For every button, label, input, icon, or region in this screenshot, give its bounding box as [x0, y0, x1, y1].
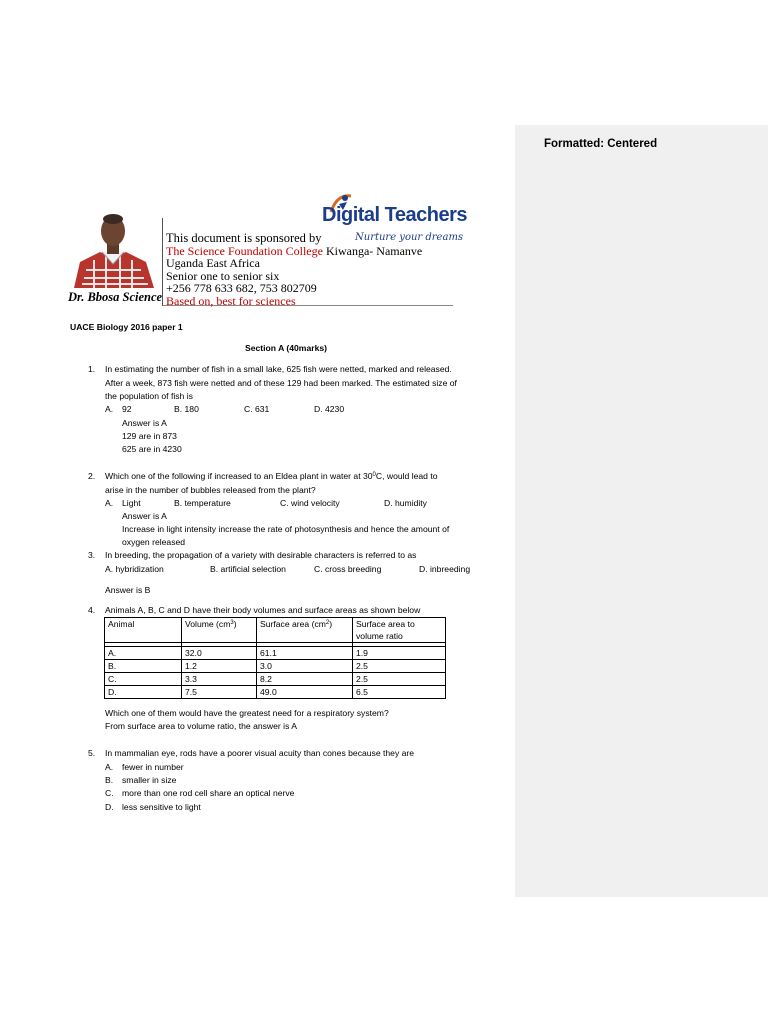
header-surface-area: Surface area $(cm^2)$ [257, 618, 353, 643]
cell-area: 49.0 [257, 686, 353, 699]
cell-animal: A. [105, 647, 182, 660]
cell-animal: C. [105, 673, 182, 686]
levels: Senior one to senior six [166, 268, 280, 283]
q4-question: Which one of them would have the greatest need for a respiratory system? [105, 708, 389, 718]
q2-option-a-label: A. [105, 498, 114, 508]
q3-option-b: B. artificial selection [210, 564, 286, 574]
q4-answer: From surface area to volume ratio, the answer is A [105, 721, 298, 731]
photo-caption: Dr. Bbosa Science [68, 290, 163, 304]
section-heading: Section A (40marks) [245, 343, 327, 353]
q2-line2: arise in the number of bubbles released from the plant? [105, 485, 316, 495]
q1-option-a: 92 [122, 404, 132, 414]
doc-title: UACE Biology 2016 paper 1 [70, 322, 183, 332]
q3-answer: Answer is B [105, 585, 151, 595]
q1-working-1: 129 are in 873 [122, 431, 177, 441]
table-row [105, 660, 446, 673]
comment-formatted-centered[interactable]: Formatted: Centered [544, 138, 658, 150]
banner-divider-vertical [162, 218, 163, 306]
q2-answer: Answer is A [122, 511, 167, 521]
q5-option-c-label: C. [105, 788, 114, 798]
q1-option-d: D. 4230 [314, 404, 345, 414]
q5-option-b: smaller in size [122, 775, 177, 785]
q1-working-2: 625 are in 4230 [122, 444, 182, 454]
q1-option-b: B. 180 [174, 404, 199, 414]
q5-option-a: fewer in number [122, 762, 184, 772]
q2-number: 2. [88, 471, 96, 481]
q5-option-d: less sensitive to light [122, 802, 201, 812]
cell-ratio: 1.9 [353, 647, 446, 660]
q1-number: 1. [88, 364, 96, 374]
q1-option-c: C. 631 [244, 404, 270, 414]
header-animal: Animal [105, 618, 182, 643]
q5-option-a-label: A. [105, 762, 114, 772]
q2-explanation-2: oxygen released [122, 537, 186, 547]
cell-volume: 32.0 [182, 647, 257, 660]
logo-tagline: Nurture your dreams [355, 232, 464, 243]
table-row [105, 686, 446, 699]
q2-option-d: D. humidity [384, 498, 427, 508]
header-ratio: Surface area to volume ratio [353, 618, 446, 643]
q3-number: 3. [88, 550, 96, 560]
table-header-row [105, 618, 446, 643]
cell-animal: B. [105, 660, 182, 673]
q4-number: 4. [88, 605, 96, 615]
sponsored-by: This document is sponsored by [166, 231, 322, 245]
q5-line1: In mammalian eye, rods have a poorer visual acuity than cones because they are [105, 748, 415, 758]
cell-ratio: 2.5 [353, 660, 446, 673]
q2-line1: Which one of the following if increased to an Eldea plant in water at $30^0C$, would lead to [105, 471, 438, 481]
cell-animal: D. [105, 686, 182, 699]
country: Uganda East Africa [166, 256, 260, 270]
q5-option-c: more than one rod cell share an optical nerve [122, 788, 295, 798]
q1-line1: In estimating the number of fish in a small lake, 625 fish were netted, marked and released. [105, 364, 452, 374]
q2-explanation-1: Increase in light intensity increase the rate of photosynthesis and hence the amount of [122, 524, 450, 534]
logo-text: Digital Teachers [322, 204, 468, 226]
animal-data-table [104, 617, 446, 699]
college-location: Kiwanga- Namanve [322, 243, 423, 258]
q3-option-a: A. hybridization [105, 564, 164, 574]
cell-volume: 1.2 [182, 660, 257, 673]
q1-answer: Answer is A [122, 418, 167, 428]
q2-option-a: Light [122, 498, 141, 508]
q1-option-a-label: A. [105, 404, 114, 414]
q3-option-d: D. inbreeding [419, 564, 471, 574]
header-volume: Volume $(cm^3)$ [182, 618, 257, 643]
q1-line2: After a week, 873 fish were netted and of these 129 had been marked. The estimated size of [105, 378, 457, 388]
author-photo [66, 212, 161, 288]
cell-ratio: 2.5 [353, 673, 446, 686]
sponsor-details [166, 232, 422, 307]
cell-volume: 7.5 [182, 686, 257, 699]
q4-line1: Animals A, B, C and D have their body volumes and surface areas as shown below [105, 605, 421, 615]
table-row [105, 673, 446, 686]
cell-area: 3.0 [257, 660, 353, 673]
cell-area: 61.1 [257, 647, 353, 660]
q5-number: 5. [88, 748, 96, 758]
q5-option-d-label: D. [105, 802, 114, 812]
q1-line3: the population of fish is [105, 391, 193, 401]
phones: +256 778 633 682, 753 802709 [166, 281, 317, 295]
q3-option-c: C. cross breeding [314, 564, 382, 574]
table-row [105, 647, 446, 660]
q5-option-b-label: B. [105, 775, 114, 785]
q2-option-b: B. temperature [174, 498, 231, 508]
comments-pane [515, 125, 768, 897]
sponsor-banner [66, 192, 468, 310]
college-name: The Science Foundation College [166, 243, 323, 258]
cell-area: 8.2 [257, 673, 353, 686]
q3-line1: In breeding, the propagation of a variety with desirable characters is referred to as [105, 550, 417, 560]
cell-ratio: 6.5 [353, 686, 446, 699]
cell-volume: 3.3 [182, 673, 257, 686]
slogan: Based on, best for sciences [166, 293, 296, 308]
q2-option-c: C. wind velocity [280, 498, 340, 508]
